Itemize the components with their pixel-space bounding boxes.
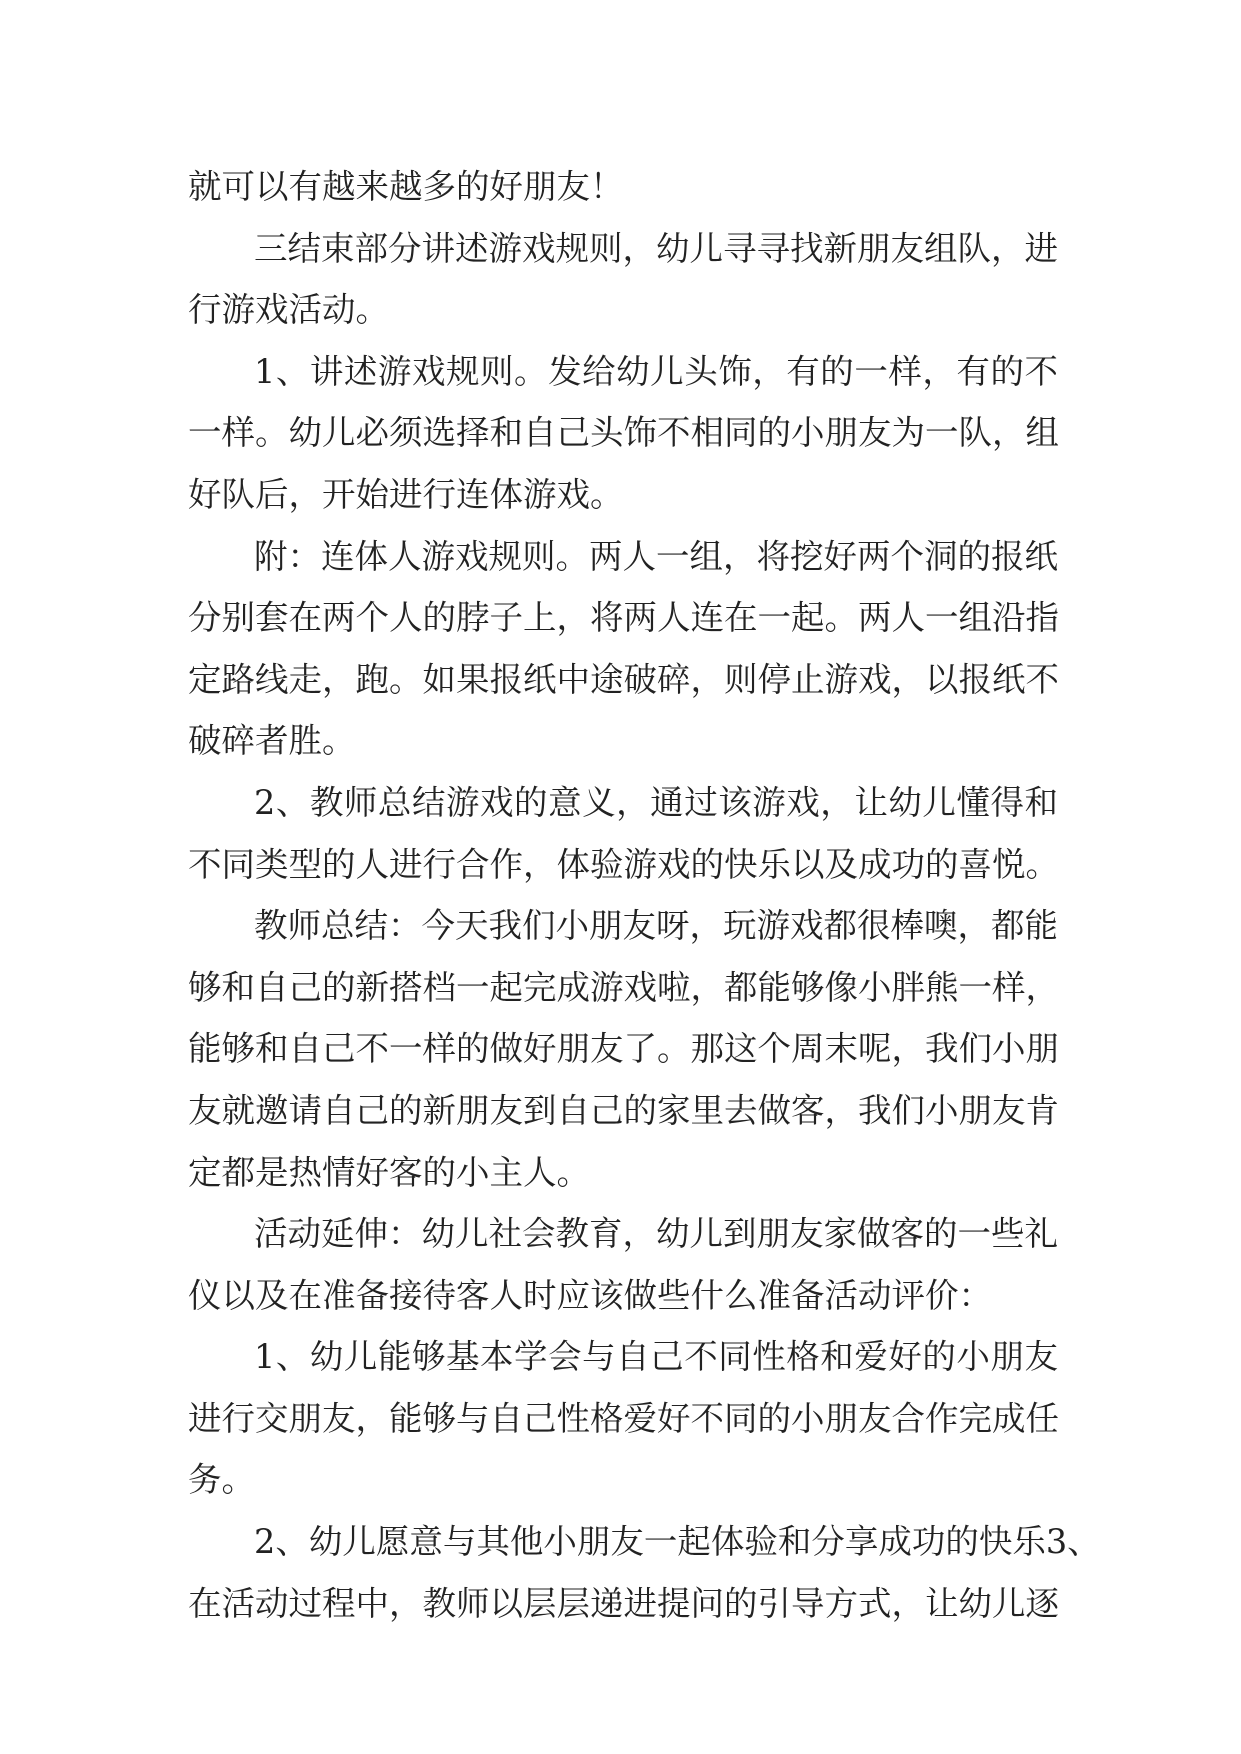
paragraph [188,1326,1058,1511]
text-line: 务。 [188,1460,255,1500]
text-line: 好队后，开始进行连体游戏。 [188,474,624,514]
text-line: 就可以有越来越多的好朋友！ [188,167,624,206]
text-line: 行游戏活动。 [188,290,389,330]
text-line: 够和自己的新搭档一起完成游戏啦，都能够像小胖熊一样， [188,967,1059,1007]
paragraph [188,526,1058,772]
text-line: 在活动过程中，教师以层层递进提问的引导方式，让幼儿逐 [188,1583,1059,1623]
text-line: 不同类型的人进行合作，体验游戏的快乐以及成功的喜悦。 [188,844,1059,884]
text-line: 1、幼儿能够基本学会与自己不同性格和爱好的小朋友 [254,1337,1058,1377]
paragraph [188,895,1058,1203]
text-line: 能够和自己不一样的做好朋友了。那这个周末呢，我们小朋 [188,1029,1059,1069]
text-line: 教师总结：今天我们小朋友呀，玩游戏都很棒噢，都能 [254,906,1058,946]
text-line: 友就邀请自己的新朋友到自己的家里去做客，我们小朋友肯 [188,1090,1059,1130]
text-line: 破碎者胜。 [188,721,356,761]
document-body [188,156,1101,1634]
text-line: 附：连体人游戏规则。两人一组，将挖好两个洞的报纸 [254,536,1058,576]
paragraph [188,1203,1058,1326]
paragraph [188,156,1058,218]
text-line: 三结束部分讲述游戏规则，幼儿寻寻找新朋友组队，进 [254,228,1058,268]
text-line: 分别套在两个人的脖子上，将两人连在一起。两人一组沿指 [188,598,1059,638]
paragraph [188,772,1058,895]
text-line: 2、教师总结游戏的意义，通过该游戏，让幼儿懂得和 [254,782,1058,822]
text-line: 活动延伸：幼儿社会教育，幼儿到朋友家做客的一些礼 [254,1214,1058,1254]
text-line: 2、幼儿愿意与其他小朋友一起体验和分享成功的快乐3、 [254,1522,1101,1562]
text-line: 定路线走，跑。如果报纸中途破碎，则停止游戏，以报纸不 [188,659,1059,699]
paragraph [188,218,1058,341]
text-line: 进行交朋友，能够与自己性格爱好不同的小朋友合作完成任 [188,1398,1059,1438]
text-line: 仪以及在准备接待客人时应该做些什么准备活动评价： [188,1275,992,1315]
text-line: 1、讲述游戏规则。发给幼儿头饰，有的一样，有的不 [254,351,1058,391]
paragraph [188,1511,1101,1634]
text-line: 一样。幼儿必须选择和自己头饰不相同的小朋友为一队，组 [188,413,1059,453]
text-line: 定都是热情好客的小主人。 [188,1152,590,1192]
paragraph [188,341,1058,526]
